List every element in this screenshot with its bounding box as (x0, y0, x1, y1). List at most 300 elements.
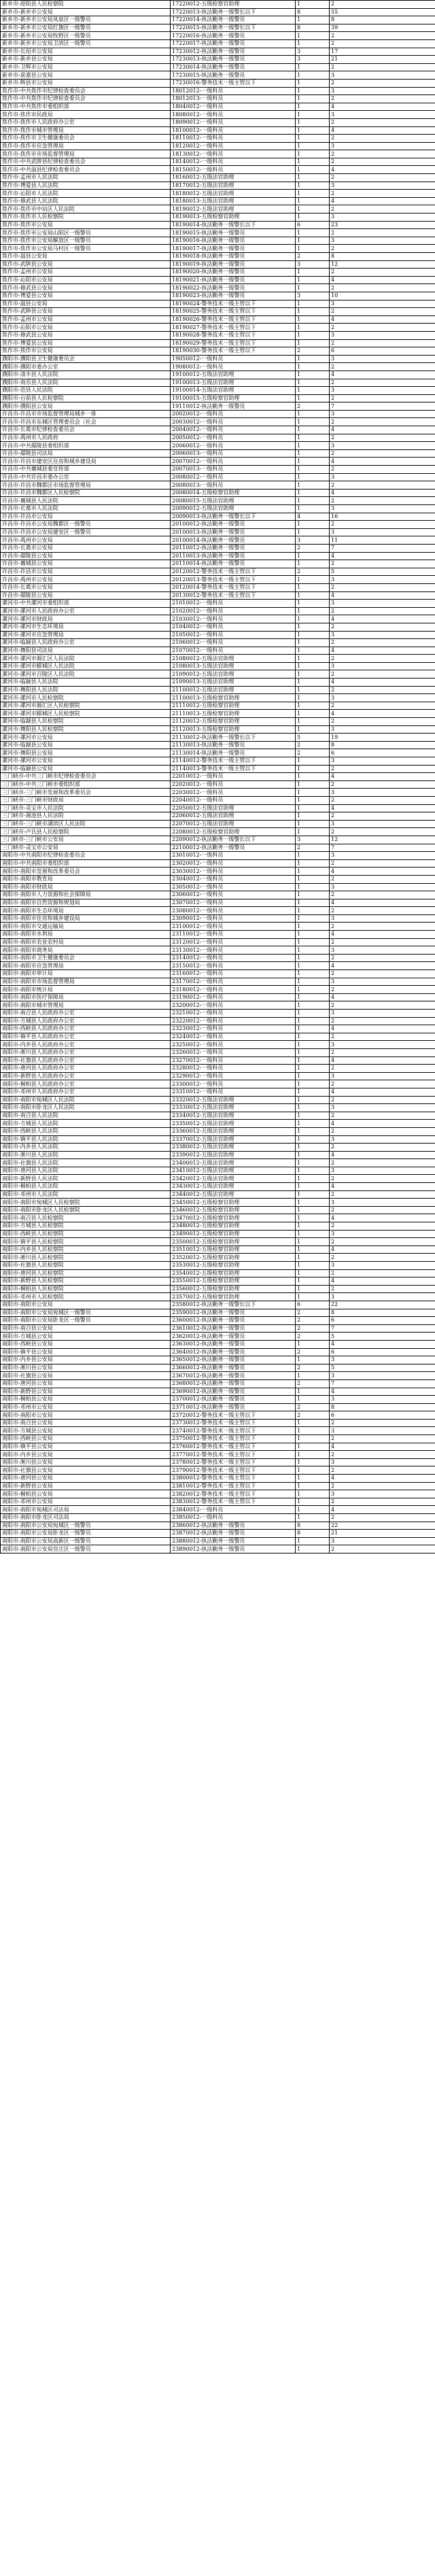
quota-cell: 1 (296, 182, 330, 190)
table-row (1, 702, 435, 710)
position-code-cell: 23330012-五级法官助理 (171, 1104, 296, 1112)
quota-cell: 1 (296, 497, 330, 505)
position-code-cell: 23380012-五级法官助理 (171, 1144, 296, 1152)
position-code-cell: 20080012-一级科员 (171, 473, 296, 481)
position-code-cell: 20070012-一级科员 (171, 458, 296, 466)
unit-cell: 焦作市-焦作市人民检察院 (1, 213, 171, 222)
quota-cell: 1 (296, 237, 330, 245)
position-code-cell: 23620012-执法勤务一级警员 (171, 1333, 296, 1341)
applicants-cell: 4 (330, 773, 435, 781)
applicants-cell: 2 (330, 702, 435, 710)
unit-cell: 许昌市-长葛市公安局 (1, 544, 171, 552)
unit-cell: 南阳市-南阳市宛城区人民法院 (1, 1096, 171, 1104)
position-code-cell: 18012012-一级科员 (171, 87, 296, 95)
table-row (1, 63, 435, 71)
table-row (1, 670, 435, 679)
table-row (1, 182, 435, 190)
table-row (1, 1443, 435, 1451)
unit-cell: 南阳市-南阳市公安局 (1, 1411, 171, 1420)
position-code-cell: 18190023-执法勤务一级警员 (171, 292, 296, 300)
table-row (1, 56, 435, 64)
unit-cell: 新乡市-新乡市公安局 (1, 8, 171, 16)
quota-cell: 1 (296, 1356, 330, 1364)
table-row (1, 1490, 435, 1498)
applicants-cell: 4 (330, 1088, 435, 1096)
unit-cell: 南阳市-桐柏县公安局 (1, 1490, 171, 1498)
quota-cell: 2 (296, 1348, 330, 1356)
applicants-cell: 3 (330, 87, 435, 95)
position-code-cell: 18190027-警务技术一级主管以下 (171, 324, 296, 332)
unit-cell: 南阳市-南阳市水利局 (1, 931, 171, 939)
table-row (1, 1088, 435, 1096)
table-row (1, 741, 435, 749)
unit-cell: 南阳市-新野县人民检察院 (1, 1277, 171, 1286)
table-row (1, 497, 435, 505)
table-row (1, 1065, 435, 1073)
position-code-cell: 23690012-执法勤务一级警员 (171, 1388, 296, 1396)
quota-cell: 1 (296, 434, 330, 442)
table-row (1, 536, 435, 545)
quota-cell: 1 (296, 820, 330, 828)
unit-cell: 漯河市-漯河市郾城区人民法院 (1, 662, 171, 670)
position-code-cell: 23450012-五级检察官助理 (171, 1199, 296, 1207)
applicants-cell: 2 (330, 418, 435, 426)
table-row (1, 875, 435, 883)
applicants-cell: 4 (330, 868, 435, 876)
applicants-cell: 3 (330, 1072, 435, 1080)
applicants-cell: 3 (330, 914, 435, 923)
applicants-cell: 2 (330, 1466, 435, 1475)
table-row (1, 836, 435, 844)
position-code-cell: 20100012-执法勤务一级警员 (171, 521, 296, 529)
unit-cell: 南阳市-南阳市公安局卧龙区一级警员 (1, 1317, 171, 1325)
position-code-cell: 23180012-一级科员 (171, 986, 296, 994)
table-row (1, 938, 435, 946)
applicants-cell: 4 (330, 899, 435, 907)
position-code-cell: 23710012-执法勤务一级警员 (171, 1403, 296, 1411)
table-row (1, 607, 435, 615)
quota-cell: 1 (296, 1199, 330, 1207)
applicants-cell: 4 (330, 103, 435, 111)
position-code-cell: 23080012-一级科员 (171, 907, 296, 915)
unit-cell: 南阳市-中共南阳市纪律检查委员会 (1, 852, 171, 860)
table-row (1, 789, 435, 797)
unit-cell: 三门峡市-三门峡市公安局 (1, 836, 171, 844)
table-row (1, 852, 435, 860)
table-row (1, 1269, 435, 1277)
unit-cell: 漯河市-漯河市生态环境局 (1, 623, 171, 631)
table-row (1, 379, 435, 387)
applicants-cell: 3 (330, 111, 435, 119)
unit-cell: 南阳市-唐河县人民法院 (1, 1167, 171, 1175)
position-code-cell: 18150012-一级科员 (171, 166, 296, 174)
quota-cell: 1 (296, 679, 330, 687)
unit-cell: 焦作市-修武县公安局 (1, 284, 171, 292)
table-row (1, 1183, 435, 1191)
quota-cell: 1 (296, 710, 330, 718)
table-row (1, 87, 435, 95)
position-code-cell: 23370012-五级法官助理 (171, 1135, 296, 1144)
unit-cell: 漯河市-临颍县公安局 (1, 765, 171, 773)
applicants-cell: 2 (330, 1514, 435, 1522)
position-code-cell: 17230012-执法勤务一级警员 (171, 48, 296, 56)
table-row (1, 142, 435, 150)
quota-cell: 8 (296, 1522, 330, 1530)
quota-cell: 1 (296, 607, 330, 615)
quota-cell: 1 (296, 694, 330, 702)
unit-cell: 新乡市-新乡市公安局红旗区一级警员 (1, 24, 171, 32)
unit-cell: 南阳市-西峡县人民政府办公室 (1, 1025, 171, 1033)
position-code-cell: 20120013-警务技术一级主管以下 (171, 576, 296, 584)
position-code-cell: 20040012-一级科员 (171, 426, 296, 434)
applicants-cell: 2 (330, 1222, 435, 1231)
applicants-cell: 2 (330, 158, 435, 166)
position-code-cell: 21080013-五级法官助理 (171, 662, 296, 670)
quota-cell: 1 (296, 859, 330, 868)
unit-cell: 漯河市-漯河市人民政府办公室 (1, 607, 171, 615)
unit-cell: 焦作市-焦作市公安局马村区一级警员 (1, 245, 171, 253)
applicants-cell: 12 (330, 260, 435, 269)
applicants-cell: 4 (330, 276, 435, 284)
table-row (1, 434, 435, 442)
quota-cell: 1 (296, 828, 330, 836)
position-code-cell: 21030012-一级科员 (171, 615, 296, 623)
position-code-cell: 18012013-一级科员 (171, 95, 296, 103)
applicants-cell: 2 (330, 639, 435, 647)
table-row (1, 1475, 435, 1483)
table-row (1, 1419, 435, 1427)
applicants-cell: 4 (330, 1475, 435, 1483)
position-code-cell: 23290012-一级科员 (171, 1072, 296, 1080)
unit-cell: 漯河市-漯河市公安局 (1, 757, 171, 766)
unit-cell: 漯河市-舞阳县人民检察院 (1, 725, 171, 734)
quota-cell: 1 (296, 1214, 330, 1222)
position-code-cell: 23050012-一级科员 (171, 883, 296, 891)
unit-cell: 三门峡市-灵宝市公安局 (1, 844, 171, 852)
quota-cell: 1 (296, 938, 330, 946)
position-code-cell: 18190013-五级检察官助理 (171, 213, 296, 222)
position-code-cell: 18120012-一级科员 (171, 142, 296, 150)
quota-cell: 1 (296, 789, 330, 797)
quota-cell: 1 (296, 410, 330, 418)
table-row (1, 190, 435, 198)
quota-cell: 1 (296, 1458, 330, 1466)
quota-cell: 1 (296, 1490, 330, 1498)
quota-cell: 1 (296, 363, 330, 371)
table-row (1, 111, 435, 119)
applicants-cell: 3 (330, 442, 435, 450)
table-row (1, 812, 435, 821)
quota-cell: 1 (296, 1246, 330, 1254)
quota-cell: 1 (296, 765, 330, 773)
applicants-cell: 4 (330, 962, 435, 970)
applicants-cell: 2 (330, 1482, 435, 1490)
quota-cell: 1 (296, 1451, 330, 1459)
applicants-cell: 2 (330, 95, 435, 103)
unit-cell: 濮阳市-范县人民法院 (1, 387, 171, 395)
unit-cell: 许昌市-长葛市纪律检查委员会 (1, 426, 171, 434)
applicants-cell: 21 (330, 1530, 435, 1538)
table-row (1, 1041, 435, 1049)
unit-cell: 南阳市-南阳市统计局 (1, 986, 171, 994)
position-code-cell: 23510012-五级检察官助理 (171, 1246, 296, 1254)
position-code-cell: 23490012-五级检察官助理 (171, 1230, 296, 1238)
applicants-cell: 2 (330, 923, 435, 931)
quota-cell: 1 (296, 1506, 330, 1514)
table-row (1, 1301, 435, 1309)
unit-cell: 南阳市-方城县人民检察院 (1, 1222, 171, 1231)
unit-cell: 南阳市-桐柏县人民政府办公室 (1, 1080, 171, 1088)
applicants-cell: 3 (330, 355, 435, 363)
position-code-cell: 23780012-警务技术一级主管以下 (171, 1458, 296, 1466)
table-row (1, 1379, 435, 1388)
applicants-cell: 2 (330, 875, 435, 883)
quota-cell: 1 (296, 158, 330, 166)
unit-cell: 南阳市-唐河县公安局 (1, 1379, 171, 1388)
unit-cell: 焦作市-焦作市公安局 (1, 221, 171, 229)
applicants-cell: 3 (330, 410, 435, 418)
unit-cell: 三门峡市-三门峡市发展和改革委员会 (1, 789, 171, 797)
applicants-cell: 4 (330, 197, 435, 205)
applicants-cell: 4 (330, 315, 435, 324)
unit-cell: 漯河市-漯河市源汇区人民检察院 (1, 702, 171, 710)
quota-cell: 2 (296, 253, 330, 261)
applicants-cell: 3 (330, 946, 435, 955)
quota-cell: 1 (296, 1065, 330, 1073)
table-row (1, 1530, 435, 1538)
position-code-cell: 21100012-五级法官助理 (171, 686, 296, 694)
position-code-cell: 19050012-一级科员 (171, 355, 296, 363)
applicants-cell: 3 (330, 978, 435, 986)
table-row (1, 970, 435, 978)
unit-cell: 焦作市-焦作市人民政府办公室 (1, 118, 171, 126)
unit-cell: 南阳市-社旗县公安局 (1, 1372, 171, 1380)
unit-cell: 三门峡市-中共三门峡市委组织部 (1, 780, 171, 789)
applicants-cell: 7 (330, 544, 435, 552)
quota-cell: 1 (296, 473, 330, 481)
quota-cell: 2 (296, 568, 330, 576)
unit-cell: 许昌市-禹州市人民政府 (1, 434, 171, 442)
unit-cell: 漯河市-漯河市郾城区人民检察院 (1, 710, 171, 718)
applicants-cell: 6 (330, 749, 435, 757)
position-code-cell: 20110013-执法勤务一级警员 (171, 552, 296, 560)
applicants-cell: 3 (330, 1537, 435, 1545)
unit-cell: 许昌市-鄢陵县公安局 (1, 552, 171, 560)
quota-cell: 1 (296, 39, 330, 48)
quota-cell: 1 (296, 639, 330, 647)
applicants-cell: 6 (330, 1411, 435, 1420)
quota-cell: 1 (296, 1144, 330, 1152)
applicants-cell: 2 (330, 269, 435, 277)
table-row (1, 315, 435, 324)
applicants-cell: 2 (330, 1033, 435, 1041)
quota-cell: 2 (296, 544, 330, 552)
quota-cell: 1 (296, 1475, 330, 1483)
applicants-cell: 5 (330, 1333, 435, 1341)
unit-cell: 焦作市-中共武陟县纪律检查委员会 (1, 158, 171, 166)
unit-cell: 焦作市-焦作市公安局山阳区一级警员 (1, 229, 171, 237)
quota-cell: 1 (296, 702, 330, 710)
applicants-cell: 2 (330, 205, 435, 213)
position-code-cell: 23360012-五级法官助理 (171, 1127, 296, 1135)
position-code-cell: 21010012-一级科员 (171, 600, 296, 608)
position-code-cell: 17230016-警务技术一级主管以下 (171, 79, 296, 87)
position-code-cell: 23400012-五级法官助理 (171, 1159, 296, 1167)
table-row (1, 844, 435, 852)
table-row (1, 1317, 435, 1325)
quota-cell: 2 (296, 844, 330, 852)
applicants-cell: 6 (330, 1348, 435, 1356)
quota-cell: 1 (296, 269, 330, 277)
applicants-cell: 4 (330, 458, 435, 466)
unit-cell: 焦作市-焦作市城市管理局 (1, 126, 171, 135)
quota-cell: 3 (296, 56, 330, 64)
quota-cell: 1 (296, 339, 330, 347)
quota-cell: 1 (296, 300, 330, 308)
unit-cell: 濮阳市-南乐县人民法院 (1, 379, 171, 387)
position-code-cell: 20050012-一级科员 (171, 434, 296, 442)
applicants-cell: 2 (330, 583, 435, 591)
quota-cell: 1 (296, 1041, 330, 1049)
position-code-cell: 23520012-五级检察官助理 (171, 1254, 296, 1262)
applicants-cell: 2 (330, 1206, 435, 1214)
position-code-cell: 23830012-警务技术一级主管以下 (171, 1498, 296, 1506)
quota-cell: 1 (296, 1104, 330, 1112)
quota-cell: 1 (296, 331, 330, 339)
table-row (1, 363, 435, 371)
table-row (1, 71, 435, 80)
position-code-cell: 23760012-警务技术一级主管以下 (171, 1443, 296, 1451)
table-row (1, 679, 435, 687)
quota-cell: 1 (296, 804, 330, 812)
table-row (1, 528, 435, 536)
position-code-cell: 21070012-一级科员 (171, 647, 296, 655)
unit-cell: 南阳市-南召县人民检察院 (1, 1214, 171, 1222)
unit-cell: 三门峡市-灵宝市人民法院 (1, 804, 171, 812)
unit-cell: 焦作市-焦作市公安局解放区一级警员 (1, 237, 171, 245)
unit-cell: 漯河市-漯河市人民检察院 (1, 694, 171, 702)
quota-cell: 1 (296, 1151, 330, 1159)
position-code-cell: 19080012-一级科员 (171, 363, 296, 371)
applicants-cell: 5 (330, 568, 435, 576)
applicants-cell: 3 (330, 300, 435, 308)
applicants-cell: 4 (330, 126, 435, 135)
unit-cell: 新乡市-新乡市公安局牧野区一级警员 (1, 32, 171, 40)
position-code-cell: 21130014-执法勤务一级警员 (171, 749, 296, 757)
table-row (1, 1333, 435, 1341)
position-code-cell: 23550012-五级检察官助理 (171, 1277, 296, 1286)
quota-cell: 1 (296, 449, 330, 458)
applicants-cell: 2 (330, 39, 435, 48)
unit-cell: 新乡市-辉县市公安局 (1, 79, 171, 87)
table-row (1, 292, 435, 300)
position-code-cell: 23630012-执法勤务一级警员 (171, 1340, 296, 1348)
unit-cell: 南阳市-西峡县人民法院 (1, 1127, 171, 1135)
applicants-cell: 2 (330, 174, 435, 182)
table-row (1, 560, 435, 568)
table-row (1, 331, 435, 339)
applicants-cell: 3 (330, 1372, 435, 1380)
quota-cell: 1 (296, 489, 330, 497)
table-row (1, 773, 435, 781)
position-code-cell: 18190025-警务技术一级主管以下 (171, 308, 296, 316)
position-code-cell: 23010012-一级科员 (171, 852, 296, 860)
unit-cell: 焦作市-博爱县公安局 (1, 292, 171, 300)
quota-cell: 1 (296, 387, 330, 395)
position-code-cell: 18190015-执法勤务一级警员 (171, 229, 296, 237)
quota-cell: 1 (296, 773, 330, 781)
unit-cell: 漯河市-漯河市源汇区人民法院 (1, 655, 171, 663)
applicants-cell: 11 (330, 536, 435, 545)
applicants-cell: 2 (330, 434, 435, 442)
unit-cell: 许昌市-中共襄城县委宣传部 (1, 466, 171, 474)
quota-cell: 3 (296, 48, 330, 56)
quota-cell: 1 (296, 1238, 330, 1246)
unit-cell: 焦作市-博爱县公安局 (1, 339, 171, 347)
quota-cell: 1 (296, 276, 330, 284)
applicants-cell: 3 (330, 182, 435, 190)
unit-cell: 南阳市-社旗县人民政府办公室 (1, 1057, 171, 1065)
position-code-cell: 21110012-五级检察官助理 (171, 702, 296, 710)
table-row (1, 1096, 435, 1104)
table-row (1, 1190, 435, 1199)
quota-cell: 1 (296, 190, 330, 198)
quota-cell: 1 (296, 631, 330, 639)
applicants-cell: 2 (330, 1080, 435, 1088)
unit-cell: 南阳市-淅川县公安局 (1, 1458, 171, 1466)
position-code-cell: 18090012-一级科员 (171, 118, 296, 126)
position-code-cell: 23680012-执法勤务一级警员 (171, 1379, 296, 1388)
quota-cell: 1 (296, 1175, 330, 1183)
quota-cell: 1 (296, 63, 330, 71)
quota-cell: 1 (296, 1537, 330, 1545)
table-row (1, 213, 435, 222)
unit-cell: 焦作市-武陟县公安局 (1, 308, 171, 316)
table-row (1, 355, 435, 363)
position-code-cell: 23500012-五级检察官助理 (171, 1238, 296, 1246)
position-code-cell: 23060012-一级科员 (171, 891, 296, 899)
table-body (1, 1, 435, 1553)
quota-cell: 1 (296, 662, 330, 670)
table-row (1, 1127, 435, 1135)
quota-cell: 1 (296, 315, 330, 324)
position-code-cell: 17220017-执法勤务一级警员 (171, 39, 296, 48)
applicants-cell: 3 (330, 694, 435, 702)
unit-cell: 南阳市-内乡县人民检察院 (1, 1246, 171, 1254)
position-code-cell: 18190028-警务技术一级主管以下 (171, 331, 296, 339)
position-code-cell: 20120012-警务技术一级主管以下 (171, 568, 296, 576)
quota-cell: 1 (296, 466, 330, 474)
applicants-cell: 3 (330, 1104, 435, 1112)
quota-cell: 1 (296, 780, 330, 789)
unit-cell: 许昌市-许昌市建安区住房和城乡建设局 (1, 458, 171, 466)
position-code-cell: 23460012-五级检察官助理 (171, 1206, 296, 1214)
table-row (1, 623, 435, 631)
quota-cell: 3 (296, 536, 330, 545)
table-row (1, 260, 435, 269)
position-code-cell: 21130012-执法勤务一级警长以下 (171, 734, 296, 742)
quota-cell: 1 (296, 1262, 330, 1270)
applicants-cell: 2 (330, 1144, 435, 1152)
applicants-cell: 10 (330, 292, 435, 300)
unit-cell: 漯河市-中共漯河市委组织部 (1, 600, 171, 608)
quota-cell: 1 (296, 1127, 330, 1135)
table-row (1, 780, 435, 789)
table-row (1, 1506, 435, 1514)
table-row (1, 544, 435, 552)
applicants-cell: 3 (330, 71, 435, 80)
unit-cell: 南阳市-南阳市卫生健康委员会 (1, 954, 171, 962)
